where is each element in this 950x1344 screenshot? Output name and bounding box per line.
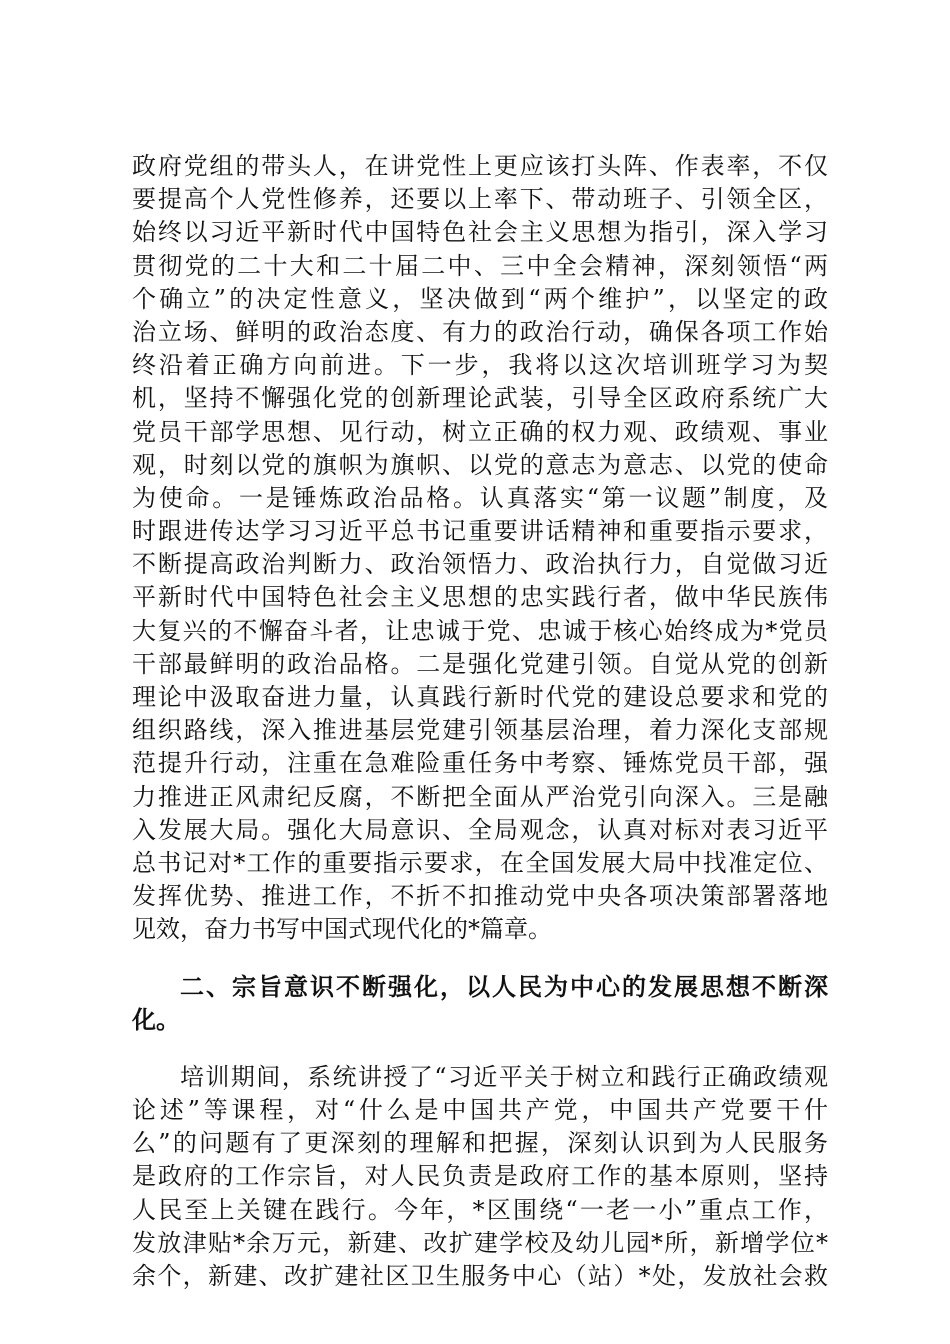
text-line: 个确立”的决定性意义，坚决做到“两个维护”，以坚定的政 [132,284,828,313]
text-line: 终沿着正确方向前进。下一步，我将以这次培训班学习为契 [132,351,828,380]
text-line: 党员干部学思想、见行动，树立正确的权力观、政绩观、事业 [132,417,828,446]
text-line: 余个，新建、改扩建社区卫生服务中心（站）*处，发放社会救 [132,1262,828,1290]
paragraph-1 [132,150,828,947]
text-line: 么”的问题有了更深刻的理解和把握，深刻认识到为人民服务 [132,1129,828,1158]
text-line: 发挥优势、推进工作，不折不扣推动党中央各项决策部署落地 [132,882,828,911]
text-line: 论述”等课程，对“什么是中国共产党，中国共产党要干什 [132,1096,828,1125]
text-line: 见效，奋力书写中国式现代化的*篇章。 [132,915,552,944]
paragraph-2 [132,1061,828,1293]
section-heading-2 [132,971,828,1037]
text-line: 贯彻党的二十大和二十届二中、三中全会精神，深刻领悟“两 [132,251,828,280]
heading-line: 化。 [132,1005,180,1034]
text-line: 是政府的工作宗旨，对人民负责是政府工作的基本原则，坚持 [132,1162,828,1191]
text-line: 始终以习近平新时代中国特色社会主义思想为指引，深入学习 [132,218,828,247]
text-line: 大复兴的不懈奋斗者，让忠诚于党、忠诚于核心始终成为*党员 [132,616,828,645]
text-line: 总书记对*工作的重要指示要求，在全国发展大局中找准定位、 [132,848,828,877]
text-line: 平新时代中国特色社会主义思想的忠实践行者，做中华民族伟 [132,583,828,612]
text-line: 为使命。一是锤炼政治品格。认真落实“第一议题”制度，及 [132,483,828,512]
text-line: 发放津贴*余万元，新建、改扩建学校及幼儿园*所，新增学位* [132,1228,828,1257]
text-line: 时跟进传达学习习近平总书记重要讲话精神和重要指示要求， [132,517,828,546]
text-line: 力推进正风肃纪反腐，不断把全面从严治党引向深入。三是融 [132,782,828,811]
paragraph-spacer [132,1037,828,1061]
text-line: 机，坚持不懈强化党的创新理论武装，引导全区政府系统广大 [132,384,828,413]
text-line: 组织路线，深入推进基层党建引领基层治理，着力深化支部规 [132,716,828,745]
paragraph-spacer [132,947,828,971]
text-line: 干部最鲜明的政治品格。二是强化党建引领。自觉从党的创新 [132,649,828,678]
document-body [132,150,828,1293]
text-line: 理论中汲取奋进力量，认真践行新时代党的建设总要求和党的 [132,683,828,711]
text-line: 观，时刻以党的旗帜为旗帜、以党的意志为意志、以党的使命 [132,450,828,479]
text-line: 不断提高政治判断力、政治领悟力、政治执行力，自觉做习近 [132,550,828,579]
heading-line: 二、宗旨意识不断强化，以人民为中心的发展思想不断深 [180,972,828,1001]
text-line: 人民至上关键在践行。今年，*区围绕“一老一小”重点工作， [132,1195,828,1224]
text-line: 入发展大局。强化大局意识、全局观念，认真对标对表习近平 [132,815,828,844]
text-line: 要提高个人党性修养，还要以上率下、带动班子、引领全区， [132,185,828,214]
text-line: 培训期间，系统讲授了“习近平关于树立和践行正确政绩观 [180,1062,828,1091]
text-line: 范提升行动，注重在急难险重任务中考察、锤炼党员干部，强 [132,749,828,778]
text-line: 治立场、鲜明的政治态度、有力的政治行动，确保各项工作始 [132,317,828,346]
text-line: 政府党组的带头人，在讲党性上更应该打头阵、作表率，不仅 [132,152,828,180]
